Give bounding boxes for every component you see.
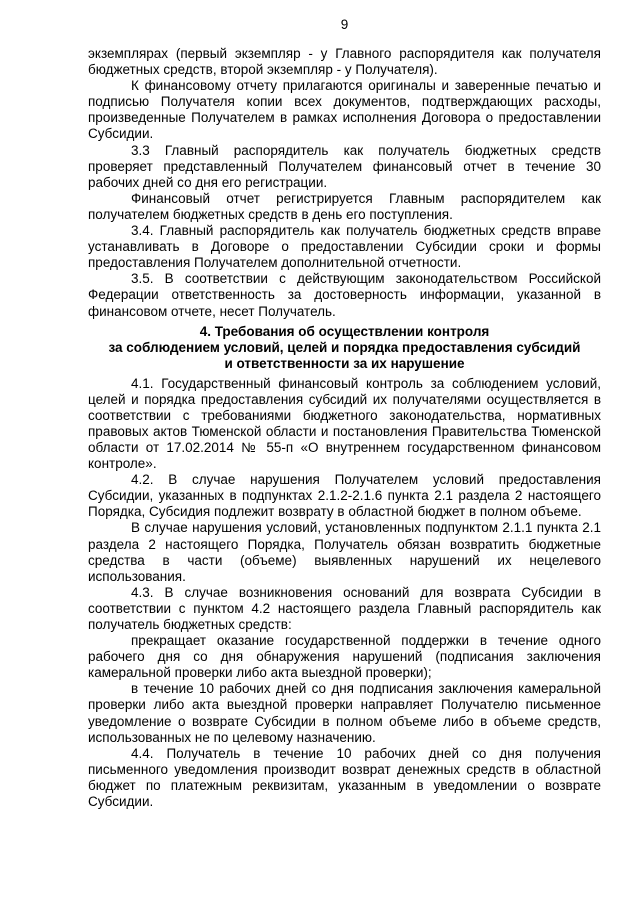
paragraph: Финансовый отчет регистрируется Главным распорядителем как получателем бюджетных средств в день его поступления. <box>88 190 601 222</box>
paragraph: В случае нарушения условий, установленных подпунктом 2.1.1 пункта 2.1 раздела 2 настоящего Порядка, Получатель обязан возвратить бюджетные средства в части (объеме) выявленных нарушений их нецелевого использования. <box>88 520 601 584</box>
paragraph-4-3: 4.3. В случае возникновения оснований для возврата Субсидии в соответствии с пунктом 4.2 настоящего раздела Главный распорядитель как получатель бюджетных средств: <box>88 584 601 632</box>
section-heading-line: за соблюдением условий, целей и порядка предоставления субсидий <box>108 339 581 355</box>
paragraph-4-1: 4.1. Государственный финансовый контроль за соблюдением условий, целей и порядка предоставления субсидий их получателями осуществляется в соответствии с требованиями бюджетного законодательства, нормативных правовых актов Тюменской области и постановления Правительства Тюменской области от 17.02.2014 № 55-п «О внутреннем государственном финансовом контроле». <box>88 375 601 472</box>
section-heading-line: 4. Требования об осуществлении контроля <box>199 323 490 339</box>
section-heading-line: и ответственности за их нарушение <box>224 355 465 371</box>
section-heading <box>88 324 601 372</box>
paragraph-3-3: 3.3 Главный распорядитель как получатель бюджетных средств проверяет представленный Получателем финансовый отчет в течение 30 рабочих дней со дня его регистрации. <box>88 142 601 190</box>
document-body <box>88 46 601 810</box>
page-number: 9 <box>340 17 349 32</box>
paragraph-3-4: 3.4. Главный распорядитель как получатель бюджетных средств вправе устанавливать в Договоре о предоставлении Субсидии сроки и формы предоставления Получателем дополнительной отчетности. <box>88 223 601 271</box>
list-item: прекращает оказание государственной поддержки в течение одного рабочего дня со дня обнаружения нарушений (подписания заключения камеральной проверки либо акта выездной проверки); <box>88 633 601 681</box>
paragraph-4-2: 4.2. В случае нарушения Получателем условий предоставления Субсидии, указанных в подпунктах 2.1.2-2.1.6 пункта 2.1 раздела 2 настоящего Порядка, Субсидия подлежит возврату в областной бюджет в полном объеме. <box>88 472 601 520</box>
paragraph-3-5: 3.5. В соответствии с действующим законодательством Российской Федерации ответственность за достоверность информации, указанной в финансовом отчете, несет Получатель. <box>88 271 601 319</box>
paragraph: экземплярах (первый экземпляр - у Главного распорядителя как получателя бюджетных средств, второй экземпляр - у Получателя). <box>88 46 601 78</box>
paragraph-4-4: 4.4. Получатель в течение 10 рабочих дней со дня получения письменного уведомления производит возврат денежных средств в областной бюджет по платежным реквизитам, указанным в уведомлении о возврате Субсидии. <box>88 745 601 810</box>
paragraph: К финансовому отчету прилагаются оригиналы и заверенные печатью и подписью Получателя копии всех документов, подтверждающих расходы, произведенные Получателем в рамках исполнения Договора о предоставлении Субсидии. <box>88 78 601 142</box>
list-item: в течение 10 рабочих дней со дня подписания заключения камеральной проверки либо акта выездной проверки направляет Получателю письменное уведомление о возврате Субсидии в полном объеме либо в объеме средств, использованных не по целевому назначению. <box>88 681 601 745</box>
